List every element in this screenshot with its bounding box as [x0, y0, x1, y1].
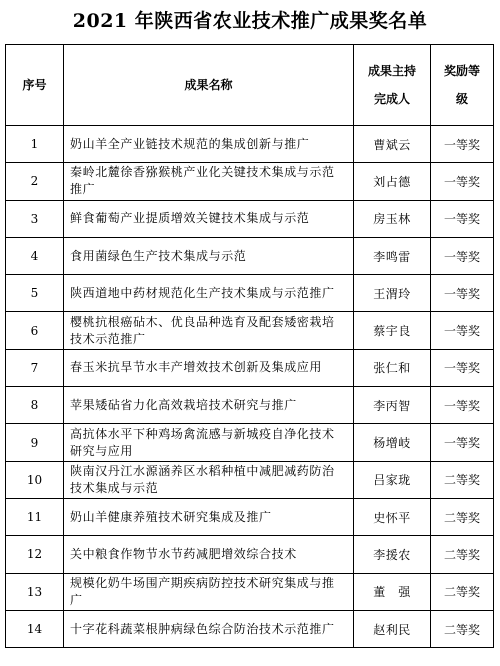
award-name-cell: 奶山羊全产业链技术规范的集成创新与推广 [64, 126, 354, 163]
award-name-cell: 春玉米抗旱节水丰产增效技术创新及集成应用 [64, 349, 354, 386]
award-number-cell: 11 [6, 498, 64, 535]
award-name-cell: 规模化奶牛场围产期疾病防控技术研究集成与推广 [64, 573, 354, 610]
table-row [6, 536, 494, 573]
award-name-cell: 高抗体水平下种鸡场禽流感与新城疫自净化技术研究与应用 [64, 424, 354, 461]
award-number-cell: 4 [6, 237, 64, 274]
award-number-cell: 5 [6, 275, 64, 312]
award-person-cell: 史怀平 [354, 498, 431, 535]
award-number-cell: 3 [6, 200, 64, 237]
award-level-cell: 二等奖 [431, 498, 494, 535]
header-level [431, 45, 494, 126]
table-row [6, 200, 494, 237]
header-person-line2: 完成人 [373, 92, 410, 106]
award-number-cell: 14 [6, 610, 64, 647]
table-row [6, 275, 494, 312]
document-title: 2021 年陕西省农业技术推广成果奖名单 [72, 10, 428, 32]
table-row [6, 237, 494, 274]
award-name-cell: 陕西道地中药材规范化生产技术集成与示范推广 [64, 275, 354, 312]
award-person-cell: 王渭玲 [354, 275, 431, 312]
award-level-cell: 一等奖 [431, 424, 494, 461]
table-row [6, 126, 494, 163]
award-person-cell: 房玉林 [354, 200, 431, 237]
award-level-cell: 一等奖 [431, 312, 494, 349]
table-row [6, 610, 494, 647]
award-number-cell: 10 [6, 461, 64, 498]
award-level-cell: 二等奖 [431, 573, 494, 610]
award-name-cell: 秦岭北麓徐香猕猴桃产业化关键技术集成与示范推广 [64, 163, 354, 200]
award-name-cell: 鲜食葡萄产业提质增效关键技术集成与示范 [64, 200, 354, 237]
award-number-cell: 2 [6, 163, 64, 200]
award-number-cell: 8 [6, 387, 64, 424]
award-level-cell: 二等奖 [431, 536, 494, 573]
award-person-cell: 刘占德 [354, 163, 431, 200]
award-name-cell: 关中粮食作物节水节药减肥增效综合技术 [64, 536, 354, 573]
award-table [5, 44, 494, 648]
award-name-cell: 陕南汉丹江水源涵养区水稻种植中减肥减药防治技术集成与示范 [64, 461, 354, 498]
award-level-cell: 二等奖 [431, 461, 494, 498]
table-row [6, 349, 494, 386]
award-number-cell: 7 [6, 349, 64, 386]
table-row [6, 573, 494, 610]
table-row [6, 387, 494, 424]
award-level-cell: 一等奖 [431, 126, 494, 163]
table-row [6, 312, 494, 349]
table-header-row [6, 45, 494, 126]
header-level-line1: 奖励等 [443, 64, 480, 78]
award-person-cell: 吕家珑 [354, 461, 431, 498]
award-level-cell: 一等奖 [431, 349, 494, 386]
award-name-cell: 十字花科蔬菜根肿病绿色综合防治技术示范推广 [64, 610, 354, 647]
award-name-cell: 苹果矮砧省力化高效栽培技术研究与推广 [64, 387, 354, 424]
award-number-cell: 12 [6, 536, 64, 573]
award-person-cell: 李鸣雷 [354, 237, 431, 274]
award-level-cell: 一等奖 [431, 387, 494, 424]
award-number-cell: 1 [6, 126, 64, 163]
award-name-cell: 樱桃抗根癌砧木、优良品种选育及配套矮密栽培技术示范推广 [64, 312, 354, 349]
award-number-cell: 6 [6, 312, 64, 349]
award-number-cell: 13 [6, 573, 64, 610]
award-person-cell: 蔡宇良 [354, 312, 431, 349]
award-level-cell: 一等奖 [431, 200, 494, 237]
table-row [6, 498, 494, 535]
award-person-cell: 曹斌云 [354, 126, 431, 163]
header-person [354, 45, 431, 126]
award-person-cell: 董 强 [354, 573, 431, 610]
header-level-line2: 级 [455, 92, 468, 106]
award-level-cell: 一等奖 [431, 237, 494, 274]
award-person-cell: 李丙智 [354, 387, 431, 424]
award-level-cell: 一等奖 [431, 275, 494, 312]
table-row [6, 424, 494, 461]
award-number-cell: 9 [6, 424, 64, 461]
award-name-cell: 奶山羊健康养殖技术研究集成及推广 [64, 498, 354, 535]
header-name: 成果名称 [64, 45, 354, 126]
award-person-cell: 杨增岐 [354, 424, 431, 461]
header-number: 序号 [6, 45, 64, 126]
table-row [6, 163, 494, 200]
header-person-line1: 成果主持 [367, 64, 416, 78]
table-row [6, 461, 494, 498]
award-person-cell: 张仁和 [354, 349, 431, 386]
award-level-cell: 一等奖 [431, 163, 494, 200]
award-name-cell: 食用菌绿色生产技术集成与示范 [64, 237, 354, 274]
award-person-cell: 赵利民 [354, 610, 431, 647]
award-person-cell: 李援农 [354, 536, 431, 573]
award-level-cell: 二等奖 [431, 610, 494, 647]
